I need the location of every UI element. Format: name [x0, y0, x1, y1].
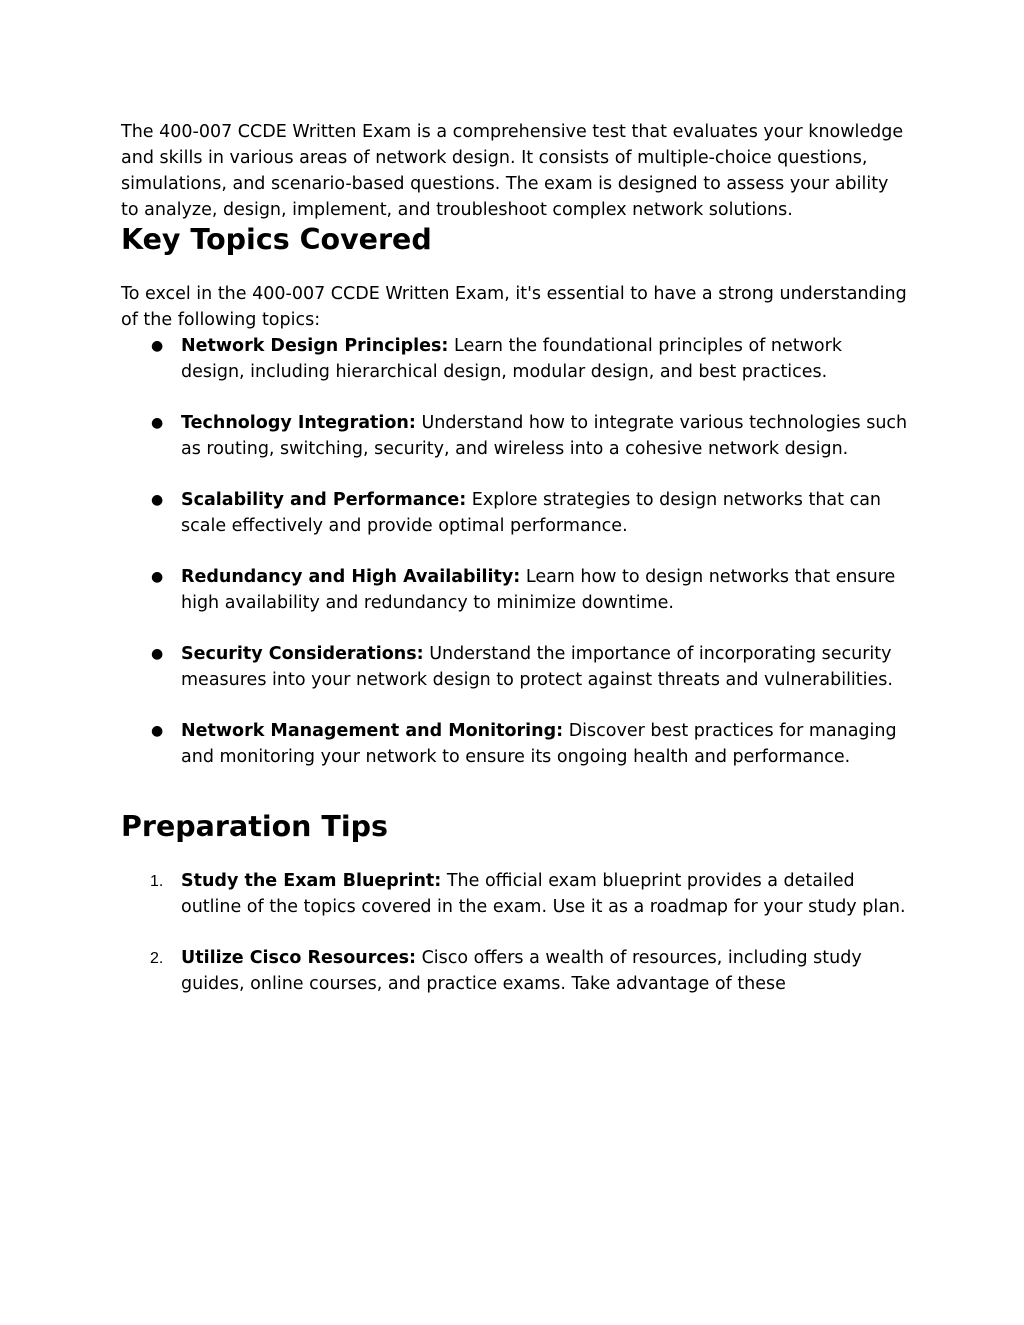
topic-label: Scalability and Performance: [181, 490, 467, 510]
bullet-marker: ● [151, 492, 164, 508]
key-topics-list [121, 333, 911, 770]
list-item [121, 718, 911, 770]
key-topics-heading: Key Topics Covered [121, 223, 432, 256]
topic-description: Explore strategies to design networks that can scale effectively and provide optimal performance. [181, 490, 882, 536]
intro-paragraph: The 400-007 CCDE Written Exam is a comprehensive test that evaluates your knowledge and skills in various areas of network design. It consists of multiple-choice questions, simulations, and scenario-based questions. The exam is designed to assess your ability to analyze, design, implement, and troubleshoot complex network solutions. [121, 122, 904, 220]
list-number: 2. [150, 950, 164, 967]
tip-description: The official exam blueprint provides a detailed outline of the topics covered in the exam. Use it as a roadmap for your study plan. [181, 871, 906, 917]
topic-label: Technology Integration: [181, 413, 416, 433]
list-item [121, 564, 911, 616]
list-item [121, 410, 911, 462]
key-topics-intro: To excel in the 400-007 CCDE Written Exam, it's essential to have a strong understanding of the following topics: [121, 284, 907, 330]
topic-label: Network Design Principles: [181, 336, 449, 356]
bullet-marker: ● [151, 723, 164, 739]
tip-label: Study the Exam Blueprint: [181, 871, 442, 891]
list-item [121, 945, 911, 997]
list-item [121, 487, 911, 539]
list-item [121, 641, 911, 693]
bullet-marker: ● [151, 415, 164, 431]
preparation-tips-list [121, 868, 911, 997]
list-number: 1. [150, 873, 164, 890]
topic-label: Network Management and Monitoring: [181, 721, 564, 741]
topic-label: Security Considerations: [181, 644, 424, 664]
tip-label: Utilize Cisco Resources: [181, 948, 416, 968]
list-item [121, 868, 911, 920]
topic-description: Discover best practices for managing and monitoring your network to ensure its ongoing health and performance. [181, 721, 897, 767]
bullet-marker: ● [151, 646, 164, 662]
tip-description: Cisco offers a wealth of resources, including study guides, online courses, and practice exams. Take advantage of these [181, 948, 862, 994]
bullet-marker: ● [151, 569, 164, 585]
topic-description: Learn how to design networks that ensure high availability and redundancy to minimize downtime. [181, 567, 896, 613]
preparation-tips-heading: Preparation Tips [121, 810, 388, 843]
bullet-marker: ● [151, 338, 164, 354]
topic-description: Learn the foundational principles of network design, including hierarchical design, modular design, and best practices. [181, 336, 842, 382]
topic-label: Redundancy and High Availability: [181, 567, 521, 587]
document-page [121, 119, 911, 997]
topic-description: Understand how to integrate various technologies such as routing, switching, security, and wireless into a cohesive network design. [181, 413, 908, 459]
topic-description: Understand the importance of incorporating security measures into your network design to protect against threats and vulnerabilities. [181, 644, 893, 690]
list-item [121, 333, 911, 385]
